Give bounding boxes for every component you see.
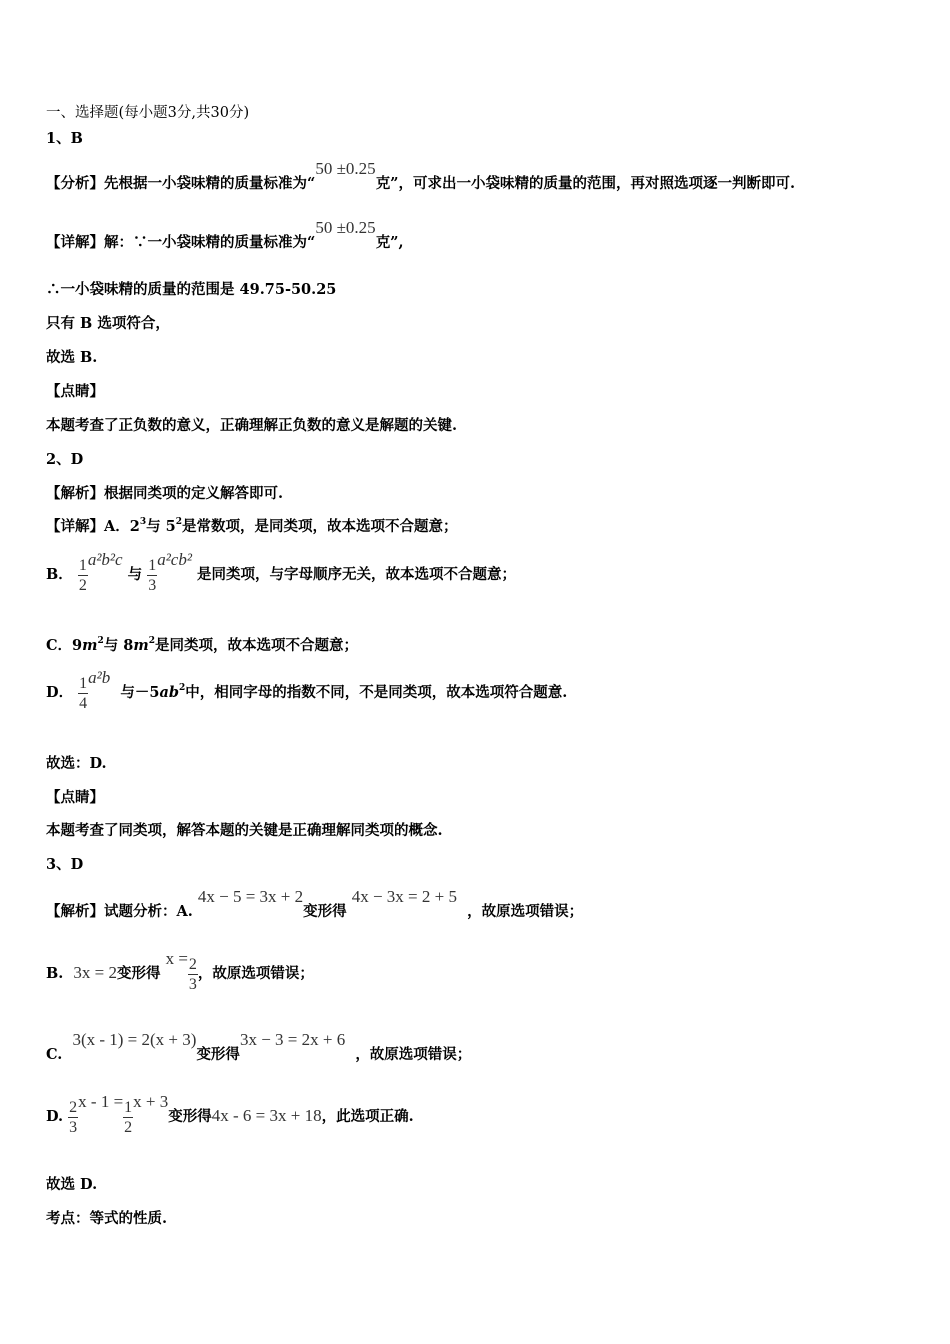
q2-head: 2、D bbox=[46, 451, 84, 468]
q3-d-frac1-den: 3 bbox=[69, 1118, 78, 1136]
q2-b-fraction-1 bbox=[78, 556, 88, 595]
q3-d-frac2-den: 2 bbox=[124, 1118, 133, 1136]
q2-c-var-2: m bbox=[133, 637, 149, 654]
q2-d-exp: 2 bbox=[179, 683, 186, 693]
section-title: 一、选择题(每小题3分,共30分) bbox=[46, 105, 250, 121]
q2-c-post: 是同类项，故本选项不合题意； bbox=[155, 637, 358, 654]
q2-option-d bbox=[46, 668, 568, 713]
q2-review-text: 本题考查了同类项，解答本题的关键是正确理解同类项的概念. bbox=[46, 822, 443, 839]
q2-b-frac2-num: 1 bbox=[148, 556, 157, 574]
q3-b-frac-den: 3 bbox=[188, 975, 197, 993]
q3-d-fraction-2 bbox=[123, 1098, 133, 1137]
q2-d-fraction bbox=[78, 674, 88, 713]
q2-review-head: 【点睛】 bbox=[46, 789, 104, 806]
q3-b-fraction bbox=[188, 955, 198, 994]
q2-d-frac-den: 4 bbox=[79, 694, 88, 712]
q2-b-term-1: a²b²c bbox=[87, 550, 123, 569]
q2-b-term-2: a²cb² bbox=[157, 550, 192, 569]
q1-detail-text-a: 【详解】解：∵一小袋味精的质量标准为“ bbox=[46, 234, 316, 251]
q2-b-frac2-den: 3 bbox=[148, 576, 157, 594]
q2-choose: 故选：D. bbox=[46, 755, 107, 772]
q1-analysis-math: 50 ±0.25 bbox=[315, 159, 376, 178]
q2-option-c bbox=[46, 636, 358, 656]
q2-d-post: 中，相同字母的指数不同，不是同类项，故本选项符合题意. bbox=[185, 684, 568, 701]
q2-b-frac1-num: 1 bbox=[78, 556, 87, 574]
q2-analysis: 【解析】根据同类项的定义解答即可. bbox=[46, 485, 284, 502]
q3-choose: 故选 D. bbox=[46, 1176, 98, 1193]
q3-b-post: ，故原选项错误； bbox=[197, 965, 314, 982]
q3-d-eq-mid: x - 1 = bbox=[78, 1092, 124, 1111]
q3-a-pre: 【解析】试题分析：A. bbox=[46, 903, 193, 920]
q2-c-mid: 与 8 bbox=[103, 637, 134, 654]
q2-c-exp-2: 2 bbox=[148, 636, 155, 646]
q2-option-b bbox=[46, 550, 517, 595]
q3-d-frac2-num: 1 bbox=[124, 1098, 133, 1116]
q3-d-post: ，此选项正确. bbox=[321, 1108, 414, 1125]
q2-detail-a-exp1: 3 bbox=[139, 517, 147, 527]
q1-detail-math: 50 ±0.25 bbox=[315, 218, 376, 237]
q3-b-eq-1: 3x = 2 bbox=[73, 963, 118, 982]
q3-c-label: C. bbox=[46, 1046, 63, 1063]
q3-c-eq-1: 3(x - 1) = 2(x + 3) bbox=[72, 1030, 197, 1049]
q2-b-text: 是同类项，与字母顺序无关，故本选项不合题意； bbox=[197, 566, 517, 583]
q1-only-b: 只有 B 选项符合， bbox=[46, 315, 170, 332]
q3-option-b bbox=[46, 949, 314, 994]
q3-b-frac-num: 2 bbox=[188, 955, 197, 973]
q2-b-frac1-den: 2 bbox=[78, 576, 87, 594]
q3-b-mid: 变形得 bbox=[117, 965, 161, 982]
q3-head: 3、D bbox=[46, 856, 84, 873]
q2-detail-a-mid: 与 5 bbox=[146, 518, 176, 535]
q3-point: 考点：等式的性质. bbox=[46, 1210, 168, 1227]
q1-analysis bbox=[46, 159, 796, 194]
q2-c-pre: C．9 bbox=[46, 637, 83, 654]
q3-a-post: ，故原选项错误； bbox=[467, 903, 584, 920]
q2-d-var: ab bbox=[159, 684, 179, 701]
q3-a-mid: 变形得 bbox=[303, 903, 347, 920]
q2-c-exp-1: 2 bbox=[97, 636, 104, 646]
q2-d-mid: 与－5 bbox=[120, 684, 160, 701]
q1-review-head: 【点睛】 bbox=[46, 383, 104, 400]
q1-review-text: 本题考查了正负数的意义，正确理解正负数的意义是解题的关键. bbox=[46, 417, 458, 434]
q2-detail-a-pre: 【详解】A．2 bbox=[46, 518, 140, 535]
q1-detail bbox=[46, 218, 404, 253]
q3-d-label: D. bbox=[46, 1108, 64, 1125]
q3-d-mid: 变形得 bbox=[168, 1108, 212, 1125]
q3-c-mid: 变形得 bbox=[196, 1046, 240, 1063]
q2-b-fraction-2 bbox=[147, 556, 157, 595]
q1-analysis-text-a: 【分析】先根据一小袋味精的质量标准为“ bbox=[46, 175, 316, 192]
q3-b-eq-2-lhs: x = bbox=[165, 949, 188, 968]
q2-b-label: B． bbox=[46, 566, 73, 583]
q3-d-eq-end: x + 3 bbox=[133, 1092, 169, 1111]
q3-a-eq-2: 4x − 3x = 2 + 5 bbox=[351, 887, 457, 906]
q1-choose: 故选 B. bbox=[46, 349, 98, 366]
q2-b-mid: 与 bbox=[127, 566, 143, 583]
q2-detail-a-exp2: 2 bbox=[175, 517, 183, 527]
q2-detail-a bbox=[46, 517, 458, 537]
q2-d-term: a²b bbox=[88, 668, 111, 687]
q3-b-label: B. bbox=[46, 965, 64, 982]
q3-option-a bbox=[46, 887, 584, 922]
q1-detail-text-b: 克”, bbox=[375, 234, 404, 251]
q2-detail-a-post: 是常数项，是同类项，故本选项不合题意； bbox=[182, 518, 458, 535]
q3-d-frac1-num: 2 bbox=[69, 1098, 78, 1116]
q3-c-eq-2: 3x − 3 = 2x + 6 bbox=[239, 1030, 346, 1049]
q3-c-post: ，故原选项错误； bbox=[355, 1046, 472, 1063]
q3-d-eq-2: 4x - 6 = 3x + 18 bbox=[211, 1106, 322, 1125]
q3-option-c bbox=[46, 1030, 472, 1065]
q2-c-var-1: m bbox=[82, 637, 98, 654]
q1-range: ∴一小袋味精的质量的范围是 49.75-50.25 bbox=[46, 281, 337, 298]
q3-d-fraction-1 bbox=[68, 1098, 78, 1137]
q1-analysis-text-b: 克”，可求出一小袋味精的质量的范围，再对照选项逐一判断即可. bbox=[375, 175, 796, 192]
q2-d-frac-num: 1 bbox=[79, 674, 88, 692]
q1-head: 1、B bbox=[46, 130, 83, 147]
q3-a-eq-1: 4x − 5 = 3x + 2 bbox=[197, 887, 304, 906]
q3-option-d bbox=[46, 1092, 414, 1137]
q2-d-label: D． bbox=[46, 684, 74, 701]
